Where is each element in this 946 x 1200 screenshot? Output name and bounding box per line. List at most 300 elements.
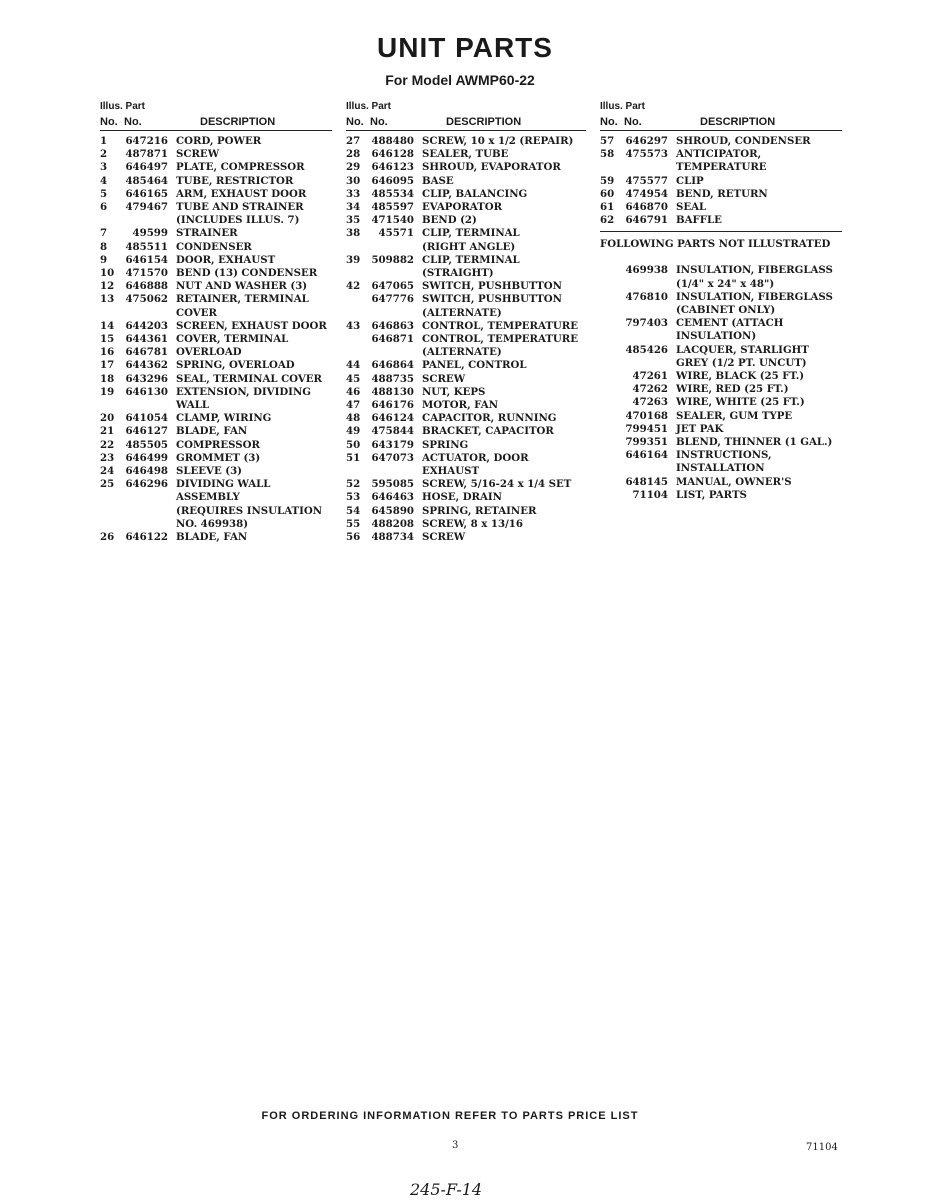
parts-row bbox=[100, 227, 332, 240]
part-description: EVAPORATOR bbox=[422, 201, 503, 214]
illus-number bbox=[346, 333, 370, 359]
illus-number: 51 bbox=[346, 451, 361, 464]
parts-row bbox=[346, 135, 586, 148]
parts-row-not-illustrated bbox=[600, 449, 842, 475]
illus-number: 13 bbox=[100, 293, 115, 306]
parts-row bbox=[100, 478, 332, 531]
part-description: CEMENT (ATTACH INSULATION) bbox=[676, 317, 784, 343]
part-number: 47261 bbox=[632, 370, 668, 383]
part-number: 479467 bbox=[125, 201, 168, 214]
part-description: BRACKET, CAPACITOR bbox=[422, 425, 554, 438]
parts-row bbox=[346, 320, 586, 333]
illus-number: 45 bbox=[346, 372, 361, 385]
parts-row bbox=[100, 293, 332, 319]
part-number: 646888 bbox=[125, 280, 168, 293]
parts-row bbox=[100, 135, 332, 148]
part-description: SEALER, TUBE bbox=[422, 148, 509, 161]
part-number: 45571 bbox=[378, 227, 414, 240]
part-description: SCREW, 10 x 1/2 (REPAIR) bbox=[422, 135, 574, 147]
part-description: GROMMET (3) bbox=[176, 451, 261, 464]
illus-number: 1 bbox=[100, 135, 108, 147]
illus-number: 19 bbox=[100, 385, 115, 398]
parts-row bbox=[346, 452, 586, 478]
part-description: SCREW bbox=[422, 531, 466, 544]
illus-number: 16 bbox=[100, 346, 115, 359]
part-description: DOOR, EXHAUST bbox=[176, 253, 276, 266]
header-part-no: No. bbox=[370, 116, 388, 128]
part-number: 646499 bbox=[125, 451, 168, 464]
part-description: CONTROL, TEMPERATURE (ALTERNATE) bbox=[422, 333, 579, 359]
illus-number-blank bbox=[600, 344, 624, 370]
part-number: 646791 bbox=[625, 214, 668, 227]
part-description: NUT, KEPS bbox=[422, 385, 486, 398]
part-description: TUBE, RESTRICTOR bbox=[176, 174, 294, 187]
illus-number: 5 bbox=[100, 187, 108, 200]
parts-row bbox=[346, 254, 586, 280]
part-description: SPRING bbox=[422, 438, 469, 451]
part-number: 475062 bbox=[125, 293, 168, 306]
header-description: DESCRIPTION bbox=[700, 116, 776, 128]
parts-row-not-illustrated bbox=[600, 370, 842, 383]
part-description: CLIP, BALANCING bbox=[422, 187, 528, 200]
part-description: SEALER, GUM TYPE bbox=[676, 409, 793, 422]
header-illus-no: No. bbox=[346, 116, 364, 128]
illus-number: 39 bbox=[346, 253, 361, 266]
part-description: SWITCH, PUSHBUTTON bbox=[422, 280, 562, 293]
part-description: INSTRUCTIONS, INSTALLATION bbox=[676, 449, 772, 475]
illus-number: 35 bbox=[346, 214, 361, 227]
part-description: SCREW bbox=[422, 372, 466, 385]
part-description: CONDENSER bbox=[176, 240, 252, 253]
part-description: CONTROL, TEMPERATURE bbox=[422, 319, 579, 332]
parts-row bbox=[346, 188, 586, 201]
part-number: 485505 bbox=[125, 438, 168, 451]
parts-row bbox=[346, 491, 586, 504]
illus-number: 43 bbox=[346, 319, 361, 332]
part-description: CLIP, TERMINAL (RIGHT ANGLE) bbox=[422, 227, 520, 253]
parts-row bbox=[346, 359, 586, 372]
part-description: TUBE AND STRAINER (INCLUDES ILLUS. 7) bbox=[176, 201, 304, 227]
part-number: 487871 bbox=[125, 148, 168, 161]
part-description: INSULATION, FIBERGLASS (1/4" x 24" x 48") bbox=[676, 264, 833, 290]
illus-number: 62 bbox=[600, 214, 615, 227]
part-description: SLEEVE (3) bbox=[176, 465, 242, 478]
part-description: SHROUD, EVAPORATOR bbox=[422, 161, 561, 174]
illus-number bbox=[346, 293, 370, 319]
part-description: SCREW bbox=[176, 148, 220, 161]
part-number: 476810 bbox=[625, 290, 668, 303]
illus-number: 7 bbox=[100, 227, 108, 240]
part-description: LACQUER, STARLIGHT GREY (1/2 PT. UNCUT) bbox=[676, 343, 809, 369]
part-number: 471570 bbox=[125, 267, 168, 280]
illus-number: 29 bbox=[346, 161, 361, 174]
column-header-illus-part: Illus. Part bbox=[100, 101, 146, 112]
part-description: CAPACITOR, RUNNING bbox=[422, 412, 557, 425]
illus-number: 12 bbox=[100, 280, 115, 293]
header-description: DESCRIPTION bbox=[446, 116, 522, 128]
part-number: 646864 bbox=[371, 359, 414, 372]
part-description: HOSE, DRAIN bbox=[422, 491, 502, 504]
column-header-row bbox=[346, 114, 586, 131]
illus-number: 53 bbox=[346, 491, 361, 504]
part-description: NUT AND WASHER (3) bbox=[176, 280, 308, 293]
part-description: CLIP, TERMINAL (STRAIGHT) bbox=[422, 253, 520, 280]
ordering-note: FOR ORDERING INFORMATION REFER TO PARTS PRICE LIST bbox=[261, 1110, 639, 1122]
part-number: 485464 bbox=[125, 174, 168, 187]
part-number: 474954 bbox=[625, 187, 668, 200]
part-description: ANTICIPATOR, TEMPERATURE bbox=[676, 148, 767, 174]
illus-number: 44 bbox=[346, 359, 361, 372]
part-description: MANUAL, OWNER'S bbox=[676, 475, 792, 488]
parts-row bbox=[346, 161, 586, 174]
part-description: BEND (13) CONDENSER bbox=[176, 267, 318, 280]
part-number: 646124 bbox=[371, 412, 414, 425]
section-divider bbox=[600, 231, 842, 232]
parts-row bbox=[100, 188, 332, 201]
illus-number: 58 bbox=[600, 148, 615, 161]
illus-number-blank bbox=[600, 476, 624, 489]
illus-number: 60 bbox=[600, 187, 615, 200]
illus-number: 34 bbox=[346, 201, 361, 214]
part-description: PANEL, CONTROL bbox=[422, 359, 527, 372]
part-number: 646497 bbox=[125, 161, 168, 174]
part-number: 475577 bbox=[625, 174, 668, 187]
part-description: SCREW, 8 x 13/16 bbox=[422, 517, 523, 530]
illus-number: 3 bbox=[100, 161, 108, 174]
part-number: 646154 bbox=[125, 253, 168, 266]
illus-number: 15 bbox=[100, 333, 115, 346]
illus-number: 47 bbox=[346, 399, 361, 412]
part-description: WIRE, RED (25 FT.) bbox=[676, 383, 789, 396]
part-number: 799451 bbox=[625, 422, 668, 435]
part-description: SPRING, RETAINER bbox=[422, 504, 537, 517]
part-description: COMPRESSOR bbox=[176, 438, 260, 451]
parts-row bbox=[100, 346, 332, 359]
illus-number: 27 bbox=[346, 135, 361, 147]
illus-number-blank bbox=[600, 317, 624, 343]
illus-number: 38 bbox=[346, 227, 361, 240]
part-number: 643296 bbox=[125, 372, 168, 385]
part-description: JET PAK bbox=[676, 422, 724, 435]
parts-row bbox=[100, 267, 332, 280]
illus-number: 9 bbox=[100, 253, 108, 266]
header-illus-no: No. bbox=[600, 116, 618, 128]
illus-number-blank bbox=[600, 410, 624, 423]
part-description: BAFFLE bbox=[676, 214, 722, 227]
parts-row bbox=[600, 175, 842, 188]
illus-number: 56 bbox=[346, 531, 361, 544]
parts-row bbox=[100, 425, 332, 438]
parts-row-not-illustrated bbox=[600, 291, 842, 317]
illus-number: 50 bbox=[346, 438, 361, 451]
parts-row bbox=[100, 439, 332, 452]
part-number: 646863 bbox=[371, 319, 414, 332]
part-number: 643179 bbox=[371, 438, 414, 451]
part-number: 488208 bbox=[371, 517, 414, 530]
column-header-row bbox=[600, 114, 842, 131]
parts-row bbox=[100, 465, 332, 478]
illus-number: 24 bbox=[100, 465, 115, 478]
part-description: OVERLOAD bbox=[176, 346, 242, 359]
illus-number: 46 bbox=[346, 385, 361, 398]
parts-row bbox=[100, 531, 332, 544]
part-description: RETAINER, TERMINAL COVER bbox=[176, 293, 309, 319]
parts-row-not-illustrated bbox=[600, 489, 842, 502]
part-number: 644361 bbox=[125, 333, 168, 346]
illus-number: 17 bbox=[100, 359, 115, 372]
illus-number: 18 bbox=[100, 372, 115, 385]
parts-row bbox=[346, 175, 586, 188]
column-header-row bbox=[100, 114, 332, 131]
part-number: 646165 bbox=[125, 187, 168, 200]
part-description: MOTOR, FAN bbox=[422, 399, 499, 412]
part-number: 641054 bbox=[125, 412, 168, 425]
parts-row bbox=[600, 148, 842, 174]
part-number: 485597 bbox=[371, 201, 414, 214]
part-number: 646164 bbox=[625, 449, 668, 462]
illus-number: 22 bbox=[100, 438, 115, 451]
part-number: 646122 bbox=[125, 531, 168, 544]
parts-row bbox=[346, 280, 586, 293]
part-description: BLADE, FAN bbox=[176, 425, 248, 438]
parts-row bbox=[600, 201, 842, 214]
parts-row bbox=[346, 399, 586, 412]
parts-row bbox=[346, 293, 586, 319]
part-description: CLIP bbox=[676, 174, 704, 187]
illus-number: 52 bbox=[346, 478, 361, 491]
illus-number-blank bbox=[600, 489, 624, 502]
part-number: 646781 bbox=[125, 346, 168, 359]
document-number: 71104 bbox=[806, 1142, 838, 1153]
parts-row bbox=[100, 254, 332, 267]
part-description: SWITCH, PUSHBUTTON (ALTERNATE) bbox=[422, 293, 562, 319]
part-number: 646296 bbox=[125, 478, 168, 491]
part-description: SCREW, 5/16-24 x 1/4 SET bbox=[422, 478, 572, 491]
illus-number: 28 bbox=[346, 148, 361, 161]
part-description: STRAINER bbox=[176, 227, 238, 240]
column-header-illus-part: Illus. Part bbox=[346, 101, 392, 112]
parts-row-not-illustrated bbox=[600, 383, 842, 396]
parts-row bbox=[100, 320, 332, 333]
header-description: DESCRIPTION bbox=[200, 116, 276, 128]
parts-row bbox=[346, 373, 586, 386]
part-number: 646176 bbox=[371, 399, 414, 412]
illus-number: 49 bbox=[346, 425, 361, 438]
part-number: 646870 bbox=[625, 201, 668, 214]
part-number: 488735 bbox=[371, 372, 414, 385]
not-illustrated-heading: FOLLOWING PARTS NOT ILLUSTRATED bbox=[600, 238, 831, 251]
parts-row bbox=[346, 148, 586, 161]
part-number: 470168 bbox=[625, 409, 668, 422]
illus-number-blank bbox=[600, 396, 624, 409]
part-number: 799351 bbox=[625, 436, 668, 449]
parts-row bbox=[100, 373, 332, 386]
illus-number-blank bbox=[600, 370, 624, 383]
parts-row bbox=[100, 386, 332, 412]
parts-row bbox=[100, 148, 332, 161]
illus-number: 8 bbox=[100, 240, 108, 253]
parts-column-2 bbox=[346, 100, 586, 544]
illus-number: 54 bbox=[346, 504, 361, 517]
part-number: 485511 bbox=[125, 240, 168, 253]
parts-row bbox=[346, 227, 586, 253]
part-number: 595085 bbox=[371, 478, 414, 491]
model-subtitle: For Model AWMP60-22 bbox=[385, 72, 535, 88]
part-number: 509882 bbox=[371, 253, 414, 266]
part-number: 648145 bbox=[625, 475, 668, 488]
part-number: 797403 bbox=[625, 317, 668, 330]
part-number: 488734 bbox=[371, 531, 414, 544]
part-description: CLAMP, WIRING bbox=[176, 412, 272, 425]
part-number: 646297 bbox=[625, 135, 668, 147]
parts-column-3 bbox=[600, 100, 842, 502]
header-illus-no: No. bbox=[100, 116, 118, 128]
parts-row bbox=[100, 161, 332, 174]
part-number: 644362 bbox=[125, 359, 168, 372]
parts-row bbox=[346, 505, 586, 518]
illus-number: 61 bbox=[600, 201, 615, 214]
parts-row-not-illustrated bbox=[600, 344, 842, 370]
illus-number-blank bbox=[600, 436, 624, 449]
part-description: SHROUD, CONDENSER bbox=[676, 135, 811, 147]
parts-row bbox=[600, 214, 842, 227]
part-number: 488130 bbox=[371, 385, 414, 398]
parts-row bbox=[100, 452, 332, 465]
page-title: UNIT PARTS bbox=[377, 32, 553, 63]
illus-number: 6 bbox=[100, 201, 108, 214]
part-number: 47263 bbox=[632, 396, 668, 409]
illus-number: 26 bbox=[100, 531, 115, 544]
parts-row bbox=[600, 135, 842, 148]
page-number: 3 bbox=[452, 1140, 459, 1151]
part-description: WIRE, WHITE (25 FT.) bbox=[676, 396, 805, 409]
parts-row-not-illustrated bbox=[600, 476, 842, 489]
part-description: BLEND, THINNER (1 GAL.) bbox=[676, 436, 833, 449]
part-number: 485534 bbox=[371, 187, 414, 200]
parts-row-not-illustrated bbox=[600, 436, 842, 449]
illus-number-blank bbox=[600, 291, 624, 317]
part-number: 475844 bbox=[371, 425, 414, 438]
parts-column-1 bbox=[100, 100, 332, 544]
part-number: 646498 bbox=[125, 465, 168, 478]
part-description: ARM, EXHAUST DOOR bbox=[176, 187, 307, 200]
parts-row bbox=[346, 439, 586, 452]
part-number: 647073 bbox=[371, 451, 414, 464]
illus-number-blank bbox=[600, 423, 624, 436]
illus-number: 48 bbox=[346, 412, 361, 425]
parts-row bbox=[346, 412, 586, 425]
part-number: 49599 bbox=[132, 227, 168, 240]
part-description: EXTENSION, DIVIDING WALL bbox=[176, 385, 311, 412]
part-number: 646130 bbox=[125, 385, 168, 398]
illus-number: 21 bbox=[100, 425, 115, 438]
part-number: 485426 bbox=[625, 343, 668, 356]
column-header-illus-part: Illus. Part bbox=[600, 101, 646, 112]
part-description: PLATE, COMPRESSOR bbox=[176, 161, 305, 174]
parts-row bbox=[346, 531, 586, 544]
illus-number: 14 bbox=[100, 319, 115, 332]
part-number: 469938 bbox=[625, 264, 668, 277]
header-part-no: No. bbox=[624, 116, 642, 128]
part-description: BEND (2) bbox=[422, 214, 477, 227]
part-number: 646123 bbox=[371, 161, 414, 174]
parts-row bbox=[100, 241, 332, 254]
parts-row bbox=[100, 412, 332, 425]
part-description: ACTUATOR, DOOR EXHAUST bbox=[422, 451, 529, 478]
illus-number: 33 bbox=[346, 187, 361, 200]
illus-number-blank bbox=[600, 449, 624, 475]
illus-number: 4 bbox=[100, 174, 108, 187]
part-number: 646463 bbox=[371, 491, 414, 504]
part-number: 646128 bbox=[371, 148, 414, 161]
parts-row bbox=[346, 201, 586, 214]
part-number: 488480 bbox=[371, 135, 414, 147]
part-description: WIRE, BLACK (25 FT.) bbox=[676, 370, 805, 383]
illus-number: 30 bbox=[346, 174, 361, 187]
parts-row-not-illustrated bbox=[600, 423, 842, 436]
part-number: 645890 bbox=[371, 504, 414, 517]
parts-row bbox=[346, 518, 586, 531]
part-number: 475573 bbox=[625, 148, 668, 161]
part-number: 644203 bbox=[125, 319, 168, 332]
part-number: 646095 bbox=[371, 174, 414, 187]
parts-row bbox=[346, 425, 586, 438]
part-number: 647776 bbox=[371, 293, 414, 306]
part-number: 646127 bbox=[125, 425, 168, 438]
parts-row-not-illustrated bbox=[600, 410, 842, 423]
illus-number: 2 bbox=[100, 148, 108, 161]
part-number: 471540 bbox=[371, 214, 414, 227]
illus-number: 23 bbox=[100, 451, 115, 464]
part-description: SEAL bbox=[676, 201, 707, 214]
illus-number-blank bbox=[600, 264, 624, 290]
illus-number: 59 bbox=[600, 174, 615, 187]
part-number: 647216 bbox=[125, 135, 168, 147]
part-description: SEAL, TERMINAL COVER bbox=[176, 372, 323, 385]
parts-row bbox=[100, 175, 332, 188]
part-description: INSULATION, FIBERGLASS (CABINET ONLY) bbox=[676, 290, 833, 317]
illus-number: 57 bbox=[600, 135, 615, 147]
part-description: DIVIDING WALL ASSEMBLY (REQUIRES INSULATION NO. 469938) bbox=[176, 478, 323, 530]
parts-row bbox=[346, 333, 586, 359]
illus-number: 10 bbox=[100, 267, 115, 280]
parts-row-not-illustrated bbox=[600, 264, 842, 290]
parts-row-not-illustrated bbox=[600, 317, 842, 343]
part-number: 646871 bbox=[371, 333, 414, 346]
illus-number: 20 bbox=[100, 412, 115, 425]
part-description: BLADE, FAN bbox=[176, 531, 248, 544]
part-description: BEND, RETURN bbox=[676, 187, 768, 200]
header-part-no: No. bbox=[124, 116, 142, 128]
illus-number: 25 bbox=[100, 478, 115, 491]
part-number: 71104 bbox=[632, 488, 668, 501]
part-description: COVER, TERMINAL bbox=[176, 333, 289, 346]
parts-row bbox=[100, 201, 332, 227]
handwritten-note: 245-F-14 bbox=[410, 1180, 483, 1199]
parts-row bbox=[346, 478, 586, 491]
part-description: BASE bbox=[422, 174, 454, 187]
parts-row bbox=[600, 188, 842, 201]
parts-row bbox=[100, 280, 332, 293]
part-number: 647065 bbox=[371, 280, 414, 293]
part-description: SPRING, OVERLOAD bbox=[176, 359, 295, 372]
illus-number: 55 bbox=[346, 517, 361, 530]
parts-row bbox=[100, 333, 332, 346]
part-description: LIST, PARTS bbox=[676, 488, 747, 501]
parts-row bbox=[346, 386, 586, 399]
part-number: 47262 bbox=[632, 383, 668, 396]
parts-row-not-illustrated bbox=[600, 396, 842, 409]
